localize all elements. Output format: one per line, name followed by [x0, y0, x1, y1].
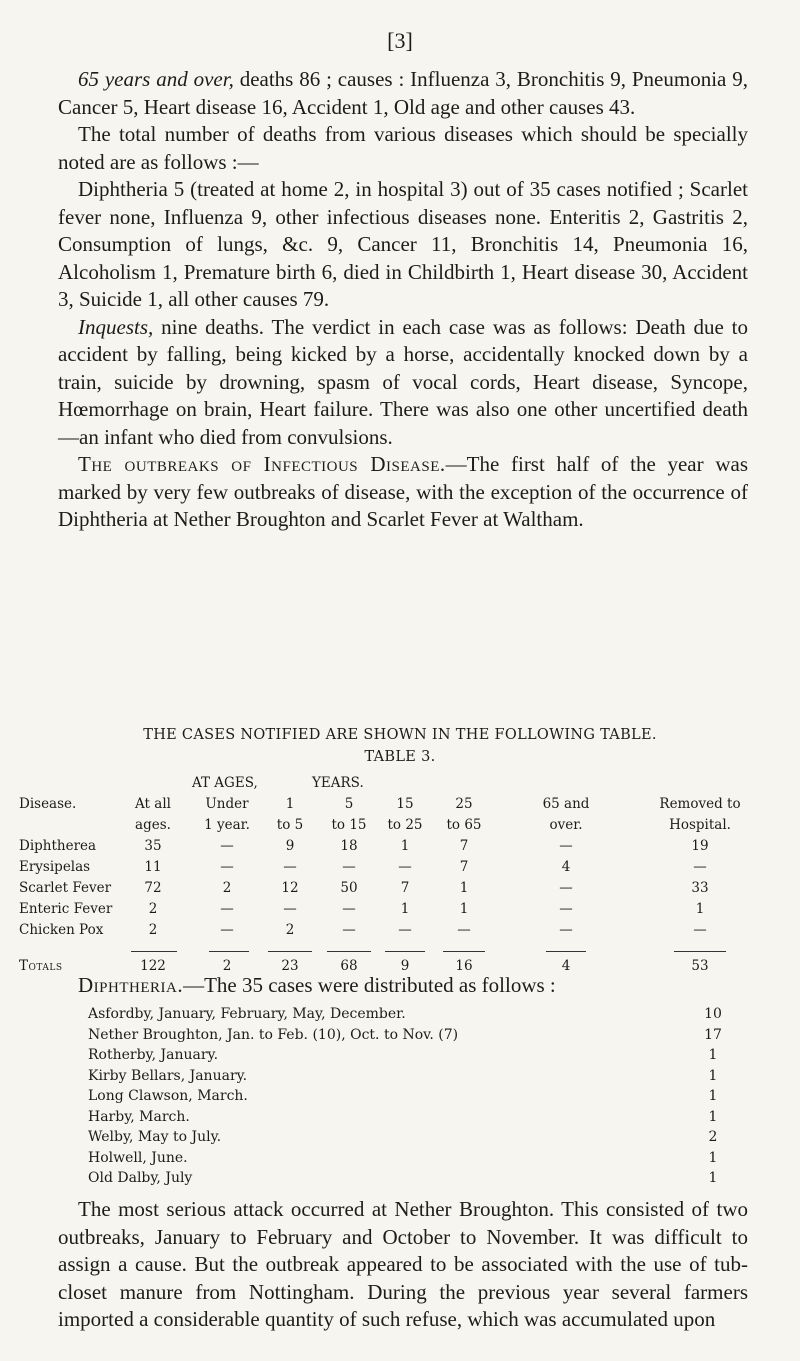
col-header-1-to-5-2: to 5 [276, 817, 304, 833]
cell-15-to-25: 1 [400, 838, 410, 854]
group-header-years: YEARS. [312, 775, 364, 791]
list-item [88, 1170, 728, 1191]
col-header-1-to-5: 1 [285, 796, 295, 812]
total-65-over: 4 [561, 958, 571, 974]
place-text: Welby, May to July. [88, 1129, 222, 1145]
cell-15-to-25: 7 [400, 880, 410, 896]
list-item [88, 1027, 728, 1048]
cell-65-over: — [559, 901, 573, 917]
cell-removed: 19 [691, 838, 709, 854]
table-number: TABLE 3. [364, 749, 436, 765]
cell-all-ages: 2 [148, 901, 158, 917]
cell-all-ages: 2 [148, 922, 158, 938]
cell-1-to-5: 12 [281, 880, 299, 896]
total-all-ages: 122 [140, 958, 166, 974]
cell-5-to-15: — [342, 859, 356, 875]
cell-under-1: — [220, 838, 234, 854]
place-text: Nether Broughton, Jan. to Feb. (10), Oct. to Nov. (7) [88, 1026, 459, 1043]
place-text: Asfordby, January, February, May, December. [88, 1006, 406, 1022]
total-rule [131, 951, 177, 952]
cell-25-to-65: 1 [459, 901, 469, 917]
total-rule [674, 951, 726, 952]
cell-5-to-15: 18 [340, 838, 358, 854]
col-header-65-over-2: over. [549, 817, 583, 833]
list-item [88, 1068, 728, 1089]
cell-65-over: — [559, 922, 573, 938]
diphtheria-intro [58, 972, 748, 1000]
list-item [88, 1047, 728, 1068]
total-rule [268, 951, 312, 952]
cell-1-to-5: — [283, 901, 297, 917]
col-header-5-to-15: 5 [344, 796, 354, 812]
paragraph-lead-italic: Inquests, [78, 314, 154, 339]
cell-1-to-5: 9 [285, 838, 295, 854]
col-header-15-to-25-2: to 25 [387, 817, 423, 833]
list-item [88, 1150, 728, 1171]
col-header-removed: Removed to [659, 796, 741, 812]
cell-65-over: — [559, 838, 573, 854]
case-count: 1 [708, 1088, 718, 1104]
cell-removed: — [693, 922, 707, 938]
col-header-under-1-2: 1 year. [204, 817, 250, 833]
case-count: 1 [708, 1047, 718, 1063]
place-text: Kirby Bellars, January. [88, 1067, 248, 1084]
paragraph-most-serious-attack: The most serious attack occurred at Nether Broughton. This consisted of two outbreaks, January to February and October to November. It was difficult to assign a cause. But the outbreak appeared to be associated with the use of tub-closet manure from Nottingham. During the previous year several farmers imported a considerable quantity of such refuse, which was accumulated upon [58, 1197, 748, 1331]
paragraph-text: —The first half of the year was marked by very few outbreaks of disease, with the exception of the occurrence of Diphtheria at Nether Broughton and Scarlet Fever at Waltham. [58, 452, 748, 531]
total-rule [546, 951, 586, 952]
total-rule [327, 951, 371, 952]
cell-all-ages: 35 [144, 838, 162, 854]
cell-5-to-15: — [342, 922, 356, 938]
cell-removed: 1 [695, 901, 705, 917]
case-count: 1 [708, 1149, 718, 1166]
row-disease: Chicken Pox [19, 922, 104, 938]
col-header-under-1: Under [205, 796, 249, 812]
total-15-to-25: 9 [400, 958, 410, 974]
cell-all-ages: 11 [144, 859, 162, 875]
prose-bottom [58, 1196, 748, 1334]
cell-removed: — [693, 859, 707, 875]
place-text: Old Dalby, July [88, 1170, 193, 1186]
table-caption: THE CASES NOTIFIED ARE SHOWN IN THE FOLLOWING TABLE. [143, 727, 657, 743]
cell-all-ages: 72 [144, 880, 162, 896]
cell-65-over: 4 [561, 859, 571, 875]
row-disease: Diphtherea [19, 838, 97, 854]
total-25-to-65: 16 [455, 958, 473, 974]
paragraph-text: nine deaths. The verdict in each case was as follows: Death due to accident by falling, being kicked by a horse, accidentally knocked down by a train, suicide by drowning, spasm of vocal cords, Heart disease, Syncope, Hœmorrhage on brain, Heart failure. There was also one other uncertified death—an infant who died from convulsions. [58, 314, 748, 449]
paragraph-diphtheria-distribution [58, 972, 748, 1000]
col-header-25-to-65-2: to 65 [446, 817, 482, 833]
case-count: 17 [704, 1026, 722, 1043]
row-disease: Erysipelas [19, 859, 91, 875]
case-count: 1 [708, 1108, 718, 1125]
cell-under-1: — [220, 922, 234, 938]
cell-15-to-25: 1 [400, 901, 410, 917]
case-count: 2 [708, 1129, 718, 1145]
cell-65-over: — [559, 880, 573, 896]
paragraph-text: —The 35 cases were distributed as follows : [183, 973, 556, 997]
distribution-list [88, 1006, 728, 1191]
col-header-5-to-15-2: to 15 [331, 817, 367, 833]
place-text: Rotherby, January. [88, 1047, 219, 1063]
list-item [88, 1006, 728, 1027]
place-text: Harby, March. [88, 1108, 190, 1125]
case-count: 10 [704, 1006, 722, 1022]
total-5-to-15: 68 [340, 958, 358, 974]
cell-under-1: — [220, 901, 234, 917]
cell-1-to-5: 2 [285, 922, 295, 938]
cell-25-to-65: 7 [459, 838, 469, 854]
col-header-15-to-25: 15 [396, 796, 414, 812]
paragraph-total-deaths: The total number of deaths from various diseases which should be specially noted are as follows :— [58, 122, 748, 174]
cell-25-to-65: 1 [459, 880, 469, 896]
total-1-to-5: 23 [281, 958, 299, 974]
total-rule [443, 951, 485, 952]
cell-15-to-25: — [398, 922, 412, 938]
place-text: Holwell, June. [88, 1149, 188, 1166]
list-item [88, 1129, 728, 1150]
cell-under-1: — [220, 859, 234, 875]
paragraph-text: deaths 86 ; causes : Influenza 3, Bronchitis 9, Pneumonia 9, Cancer 5, Heart disease 16, Accident 1, Old age and other causes 43. [58, 67, 748, 119]
total-removed: 53 [691, 958, 709, 974]
cell-25-to-65: — [457, 922, 471, 938]
row-disease: Scarlet Fever [19, 880, 112, 896]
cell-25-to-65: 7 [459, 859, 469, 875]
paragraph-lead-italic: 65 years and over, [78, 67, 234, 91]
list-item [88, 1109, 728, 1130]
col-header-removed-2: Hospital. [669, 817, 731, 833]
list-item [88, 1088, 728, 1109]
cell-1-to-5: — [283, 859, 297, 875]
case-count: 1 [708, 1067, 718, 1084]
col-header-all-ages-2: ages. [135, 817, 171, 833]
cell-removed: 33 [691, 880, 709, 896]
cell-5-to-15: 50 [340, 880, 358, 896]
cell-5-to-15: — [342, 901, 356, 917]
place-text: Long Clawson, March. [88, 1088, 248, 1104]
case-count: 1 [708, 1170, 718, 1186]
col-header-65-over: 65 and [542, 796, 590, 812]
section-heading: The outbreaks of Infectious Disease. [78, 452, 446, 476]
total-under-1: 2 [222, 958, 232, 974]
total-rule [385, 951, 425, 952]
page-number: [3] [387, 28, 413, 53]
col-header-all-ages: At all [135, 796, 171, 812]
row-disease: Enteric Fever [19, 901, 113, 917]
total-rule [209, 951, 249, 952]
group-header-ages: AT AGES, [192, 775, 258, 791]
totals-label: Totals [19, 958, 63, 974]
section-heading: Diphtheria. [78, 973, 184, 997]
cell-under-1: 2 [222, 880, 232, 896]
col-header-disease: Disease. [19, 796, 77, 812]
col-header-25-to-65: 25 [455, 796, 473, 812]
paragraph-diphtheria-deaths: Diphtheria 5 (treated at home 2, in hospital 3) out of 35 cases notified ; Scarlet fever none, Influenza 9, other infectious diseases none. Enteritis 2, Gastritis 2, Consumption of lungs, &c. 9, Cancer 11, Bronchitis 14, Pneumonia 16, Alcoholism 1, Premature birth 6, died in Childbirth 1, Heart disease 30, Accident 3, Suicide 1, all other causes 79. [58, 177, 748, 311]
cell-15-to-25: — [398, 859, 412, 875]
